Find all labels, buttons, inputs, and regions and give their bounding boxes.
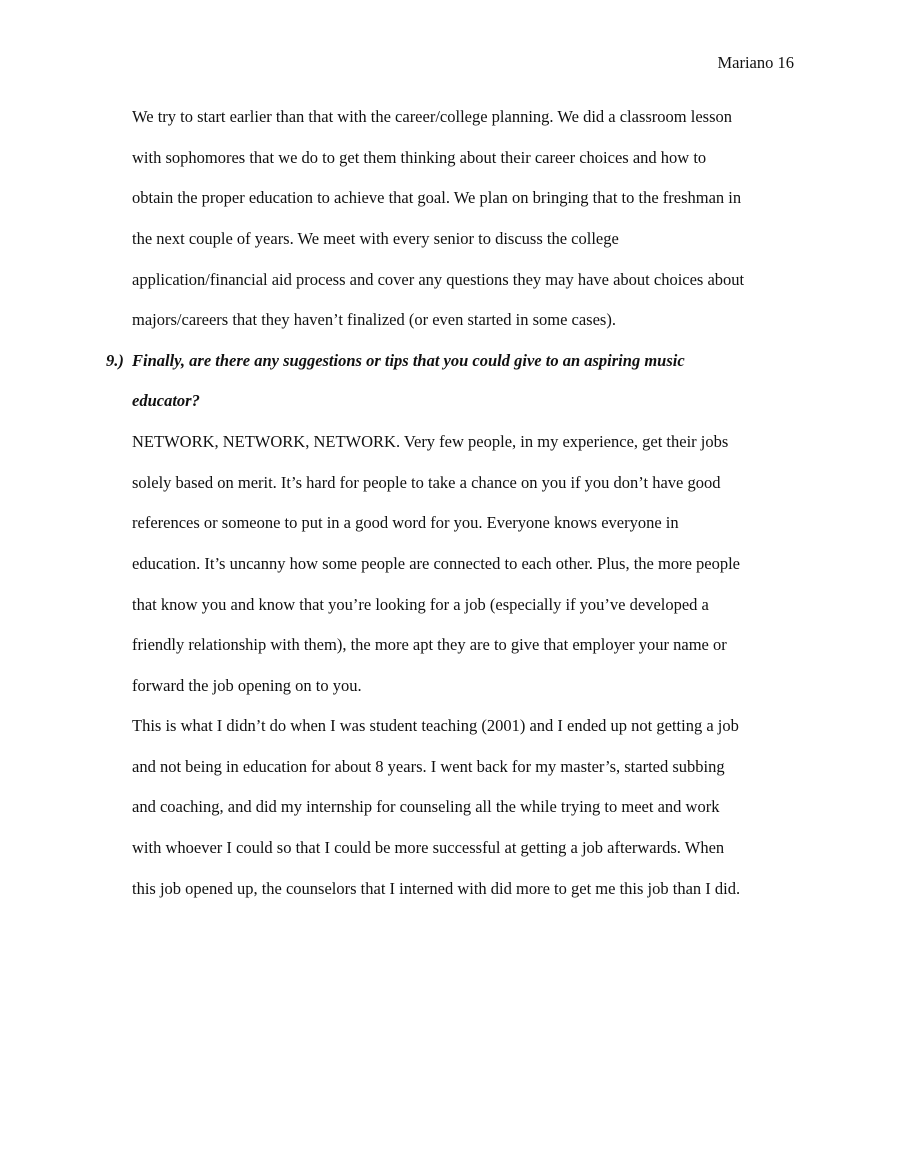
paragraph-line: forward the job opening on to you. — [132, 676, 362, 695]
paragraph-line: education. It’s uncanny how some people are connected to each other. Plus, the more people — [132, 554, 741, 573]
paragraph-line: with whoever I could so that I could be more successful at getting a job afterwards. When — [132, 838, 725, 857]
paragraph-line: and coaching, and did my internship for counseling all the while trying to meet and work — [132, 797, 720, 816]
paragraph-line: that know you and know that you’re looking for a job (especially if you’ve developed a — [132, 595, 709, 614]
paragraph-line: the next couple of years. We meet with every senior to discuss the college — [132, 229, 619, 248]
paragraph-line: This is what I didn’t do when I was student teaching (2001) and I ended up not getting a job — [132, 716, 739, 735]
running-head: Mariano 16 — [717, 53, 794, 72]
paragraph-line: majors/careers that they haven’t finalized (or even started in some cases). — [132, 310, 616, 329]
paragraph-line: friendly relationship with them), the more apt they are to give that employer your name or — [132, 635, 727, 654]
question-line: educator? — [132, 391, 200, 410]
paragraph-line: solely based on merit. It’s hard for people to take a chance on you if you don’t have good — [132, 473, 721, 492]
paragraph-line: with sophomores that we do to get them thinking about their career choices and how to — [132, 148, 707, 167]
paragraph-line: obtain the proper education to achieve that goal. We plan on bringing that to the freshman in — [132, 188, 742, 207]
question-number: 9.) — [106, 351, 124, 370]
paragraph-line: application/financial aid process and cover any questions they may have about choices about — [132, 270, 745, 289]
paragraph-line: this job opened up, the counselors that I interned with did more to get me this job than I did. — [132, 879, 741, 898]
paragraph-line: references or someone to put in a good word for you. Everyone knows everyone in — [132, 513, 679, 532]
paragraph-line: We try to start earlier than that with the career/college planning. We did a classroom lesson — [132, 107, 733, 126]
paragraph-line: and not being in education for about 8 years. I went back for my master’s, started subbing — [132, 757, 725, 776]
paragraph-line: NETWORK, NETWORK, NETWORK. Very few people, in my experience, get their jobs — [132, 432, 729, 451]
question-line: Finally, are there any suggestions or tips that you could give to an aspiring music — [132, 351, 685, 370]
